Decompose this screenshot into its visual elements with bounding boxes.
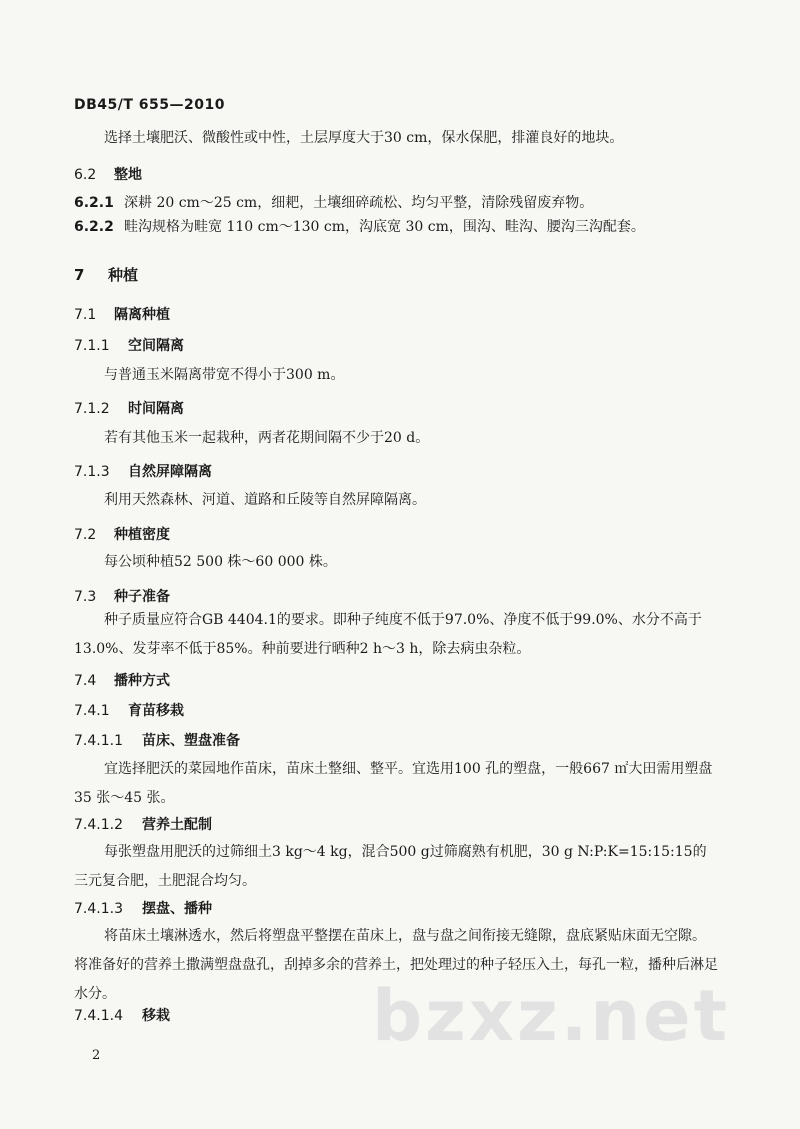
paragraph-7-2: 每公顷种植52 500 株～60 000 株。 [104,554,337,570]
heading-title: 苗床、塑盘准备 [142,733,240,749]
heading-title: 时间隔离 [128,401,184,417]
clause-text: 畦沟规格为畦宽 110 cm～130 cm，沟底宽 30 cm，围沟、畦沟、腰沟三沟配套。 [124,219,645,235]
heading-number: 7.4.1.2 [74,817,123,833]
heading-title: 移栽 [142,1008,170,1024]
heading-number: 7.4.1 [74,703,110,719]
heading-7-1 [74,304,170,324]
heading-7-1-3 [74,461,212,481]
heading-title: 自然屏障隔离 [128,464,212,480]
clause-6-2-1 [74,193,734,213]
heading-number: 7.4.1.4 [74,1008,123,1024]
heading-7-4 [74,670,170,690]
watermark: bzxz.net [372,975,731,1057]
heading-title: 种植密度 [114,527,170,543]
heading-6-2 [74,164,142,184]
heading-number: 7.1.2 [74,401,110,417]
paragraph-7-1-3: 利用天然森林、河道、道路和丘陵等自然屏障隔离。 [104,492,426,508]
heading-number: 7.4 [74,673,97,689]
paragraph-7-1-1: 与普通玉米隔离带宽不得小于300 m。 [104,367,345,383]
heading-title: 播种方式 [114,673,170,689]
paragraph-7-1-2: 若有其他玉米一起栽种，两者花期间隔不少于20 d。 [104,430,430,446]
heading-title: 隔离种植 [114,307,170,323]
heading-7-1-1 [74,335,184,355]
paragraph-7-4-1-3: 将苗床土壤淋透水，然后将塑盘平整摆在苗床上，盘与盘之间衔接无缝隙，盘底紧贴床面无空隙。将准备好的营养土撒满塑盘盘孔，刮掉多余的营养土，把处理过的种子轻压入土，每孔一粒，播种后淋足水分。 [74,928,718,1002]
heading-7-4-1-3 [74,898,212,918]
clause-number: 6.2.2 [74,219,114,235]
heading-7-4-1-4 [74,1005,170,1025]
heading-title: 种子准备 [114,589,170,605]
heading-7-3 [74,586,170,606]
heading-number: 6.2 [74,167,97,183]
heading-7-4-1-1 [74,730,240,750]
heading-number: 7.1 [74,307,97,323]
page-number: 2 [92,1048,101,1063]
heading-number: 7.2 [74,527,97,543]
heading-7-4-1 [74,700,184,720]
paragraph-7-3: 种子质量应符合GB 4404.1的要求。即种子纯度不低于97.0%、净度不低于99.0%、水分不高于13.0%、发芽率不低于85%。种前要进行晒种2 h～3 h，除去病虫杂粒。 [74,612,702,657]
heading-7-2 [74,524,170,544]
clause-6-2-2 [74,217,734,237]
heading-title: 整地 [114,167,142,183]
heading-title: 种植 [108,266,139,284]
clause-number: 6.2.1 [74,195,114,211]
heading-number: 7 [74,266,85,284]
heading-7 [74,264,138,285]
heading-title: 营养土配制 [142,817,212,833]
heading-number: 7.1.1 [74,338,110,354]
paragraph-7-4-1-2: 每张塑盘用肥沃的过筛细土3 kg～4 kg，混合500 g过筛腐熟有机肥，30 g N:P:K=15:15:15的三元复合肥，土肥混合均匀。 [74,844,707,889]
heading-title: 摆盘、播种 [142,901,212,917]
paragraph-7-4-1-1: 宜选择肥沃的菜园地作苗床，苗床土整细、整平。宜选用100 孔的塑盘，一般667 ㎡大田需用塑盘35 张～45 张。 [74,761,713,806]
paragraph-6-1: 选择土壤肥沃、微酸性或中性，土层厚度大于30 cm，保水保肥，排灌良好的地块。 [104,130,624,146]
heading-number: 7.1.3 [74,464,110,480]
heading-number: 7.4.1.1 [74,733,123,749]
clause-text: 深耕 20 cm～25 cm，细耙，土壤细碎疏松、均匀平整，清除残留废弃物。 [124,195,594,211]
heading-number: 7.4.1.3 [74,901,123,917]
heading-7-4-1-2 [74,814,212,834]
heading-title: 育苗移栽 [128,703,184,719]
heading-title: 空间隔离 [128,338,184,354]
heading-number: 7.3 [74,589,97,605]
document-code: DB45/T 655—2010 [74,97,225,113]
heading-7-1-2 [74,398,184,418]
